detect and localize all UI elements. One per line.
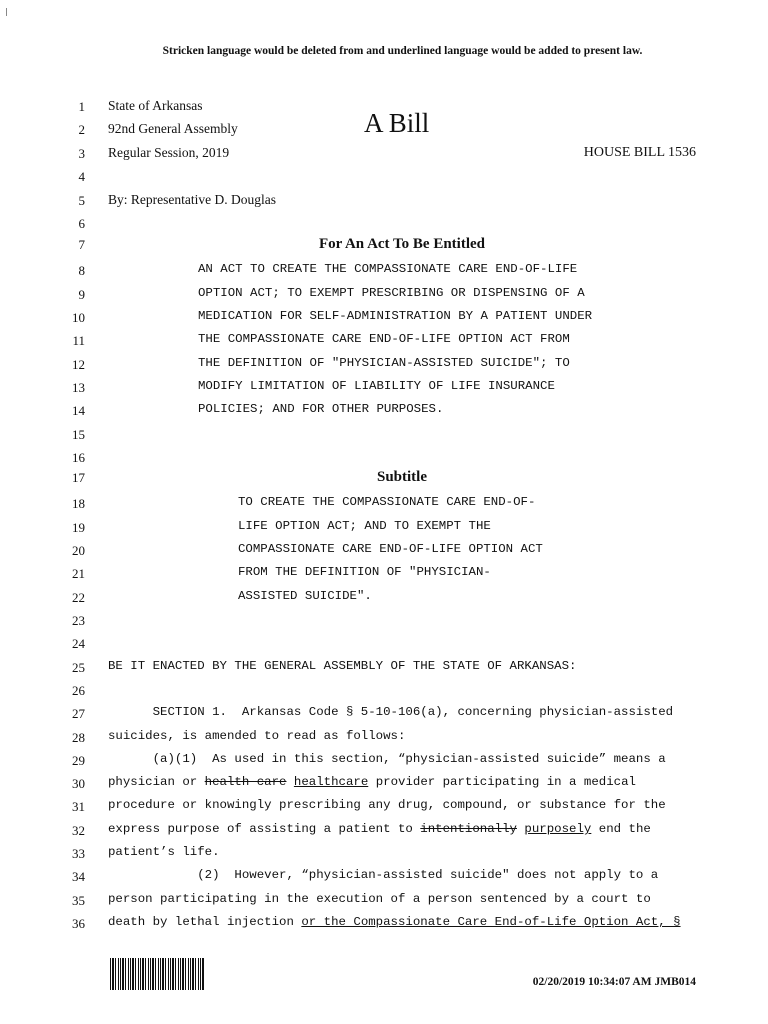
line-number: 15 — [72, 427, 85, 442]
bill-title: A Bill — [364, 108, 430, 138]
footer-timestamp: 02/20/2019 10:34:07 AM JMB014 — [532, 976, 696, 988]
line-number: 32 — [72, 823, 85, 838]
body-line-amended: physician or health care healthcare provider participating in a medical — [108, 775, 636, 789]
line-number: 5 — [78, 193, 85, 208]
body-line-amended: death by lethal injection or the Compassionate Care End-of-Life Option Act, § — [108, 915, 681, 929]
body-line: procedure or knowingly prescribing any drug, compound, or substance for the — [108, 798, 666, 812]
line-number: 24 — [72, 636, 85, 651]
line-number: 17 — [72, 470, 85, 485]
title-line: OPTION ACT; TO EXEMPT PRESCRIBING OR DISPENSING OF A — [198, 286, 585, 300]
line-number: 25 — [72, 660, 85, 675]
stricken-text: intentionally — [420, 822, 517, 836]
title-line: THE DEFINITION OF "PHYSICIAN-ASSISTED SUICIDE"; TO — [198, 356, 570, 370]
body-line: (2) However, “physician-assisted suicide" does not apply to a — [108, 868, 659, 882]
line-number: 33 — [72, 846, 85, 861]
title-line: MODIFY LIMITATION OF LIABILITY OF LIFE INSURANCE — [198, 379, 555, 393]
line-number: 26 — [72, 683, 85, 698]
amendment-notice: Stricken language would be deleted from and underlined language would be added to present law. — [162, 45, 643, 57]
title-line: AN ACT TO CREATE THE COMPASSIONATE CARE END-OF-LIFE — [198, 262, 578, 276]
line-number: 29 — [72, 753, 85, 768]
title-line: MEDICATION FOR SELF-ADMINISTRATION BY A PATIENT UNDER — [198, 309, 593, 323]
title-line: THE COMPASSIONATE CARE END-OF-LIFE OPTION ACT FROM — [198, 332, 570, 346]
line-number: 2 — [78, 122, 85, 137]
line-number: 11 — [72, 333, 85, 348]
line-number: 22 — [72, 590, 85, 605]
assembly-label: 92nd General Assembly — [108, 121, 238, 136]
body-line: person participating in the execution of a person sentenced by a court to — [108, 892, 651, 906]
subtitle-line: FROM THE DEFINITION OF "PHYSICIAN- — [238, 565, 491, 579]
title-line: POLICIES; AND FOR OTHER PURPOSES. — [198, 402, 444, 416]
subtitle-line: LIFE OPTION ACT; AND TO EXEMPT THE — [238, 519, 491, 533]
act-heading: For An Act To Be Entitled — [319, 236, 485, 252]
line-number: 19 — [72, 520, 85, 535]
enacting-clause: BE IT ENACTED BY THE GENERAL ASSEMBLY OF THE STATE OF ARKANSAS: — [108, 659, 577, 673]
line-number: 31 — [72, 799, 85, 814]
line-number: 18 — [72, 496, 85, 511]
line-number: 36 — [72, 916, 85, 931]
body-line: (a)(1) As used in this section, “physician-assisted suicide” means a — [108, 752, 666, 766]
line-number: 1 — [78, 99, 85, 114]
body-line: suicides, is amended to read as follows: — [108, 729, 406, 743]
state-label: State of Arkansas — [108, 98, 203, 113]
subtitle-line: TO CREATE THE COMPASSIONATE CARE END-OF- — [238, 495, 536, 509]
inserted-text: healthcare — [293, 775, 369, 789]
inserted-text: purposely — [524, 822, 592, 836]
session-label: Regular Session, 2019 — [108, 145, 230, 160]
inserted-text: or the Compassionate Care End-of-Life Option Act, § — [301, 915, 681, 929]
line-number: 12 — [72, 357, 85, 372]
stricken-text: health care — [204, 775, 287, 789]
line-number: 16 — [72, 450, 85, 465]
line-number: 21 — [72, 566, 85, 581]
body-line-amended: express purpose of assisting a patient to intentionally purposely end the — [108, 822, 651, 836]
line-number: 28 — [72, 730, 85, 745]
line-number: 8 — [78, 263, 85, 278]
line-number: 23 — [72, 613, 85, 628]
page-corner-mark — [6, 8, 7, 16]
barcode-image — [110, 958, 204, 990]
line-number: 4 — [78, 169, 85, 184]
line-number: 20 — [72, 543, 85, 558]
bill-number: HOUSE BILL 1536 — [583, 145, 696, 160]
line-number: 10 — [72, 310, 85, 325]
subtitle-line: ASSISTED SUICIDE". — [238, 589, 372, 603]
line-number: 9 — [78, 287, 85, 302]
line-number: 27 — [72, 706, 85, 721]
subtitle-heading: Subtitle — [376, 469, 427, 485]
line-number: 13 — [72, 380, 85, 395]
line-number: 6 — [78, 216, 85, 231]
sponsor-line: By: Representative D. Douglas — [108, 192, 276, 207]
subtitle-line: COMPASSIONATE CARE END-OF-LIFE OPTION ACT — [238, 542, 543, 556]
line-number: 7 — [78, 237, 85, 252]
line-number: 14 — [72, 403, 85, 418]
line-number: 3 — [78, 146, 85, 161]
body-line: patient’s life. — [108, 845, 220, 859]
line-number: 35 — [72, 893, 85, 908]
line-number: 34 — [72, 869, 85, 884]
body-line: SECTION 1. Arkansas Code § 5-10-106(a), concerning physician-assisted — [108, 705, 674, 719]
line-number: 30 — [72, 776, 85, 791]
